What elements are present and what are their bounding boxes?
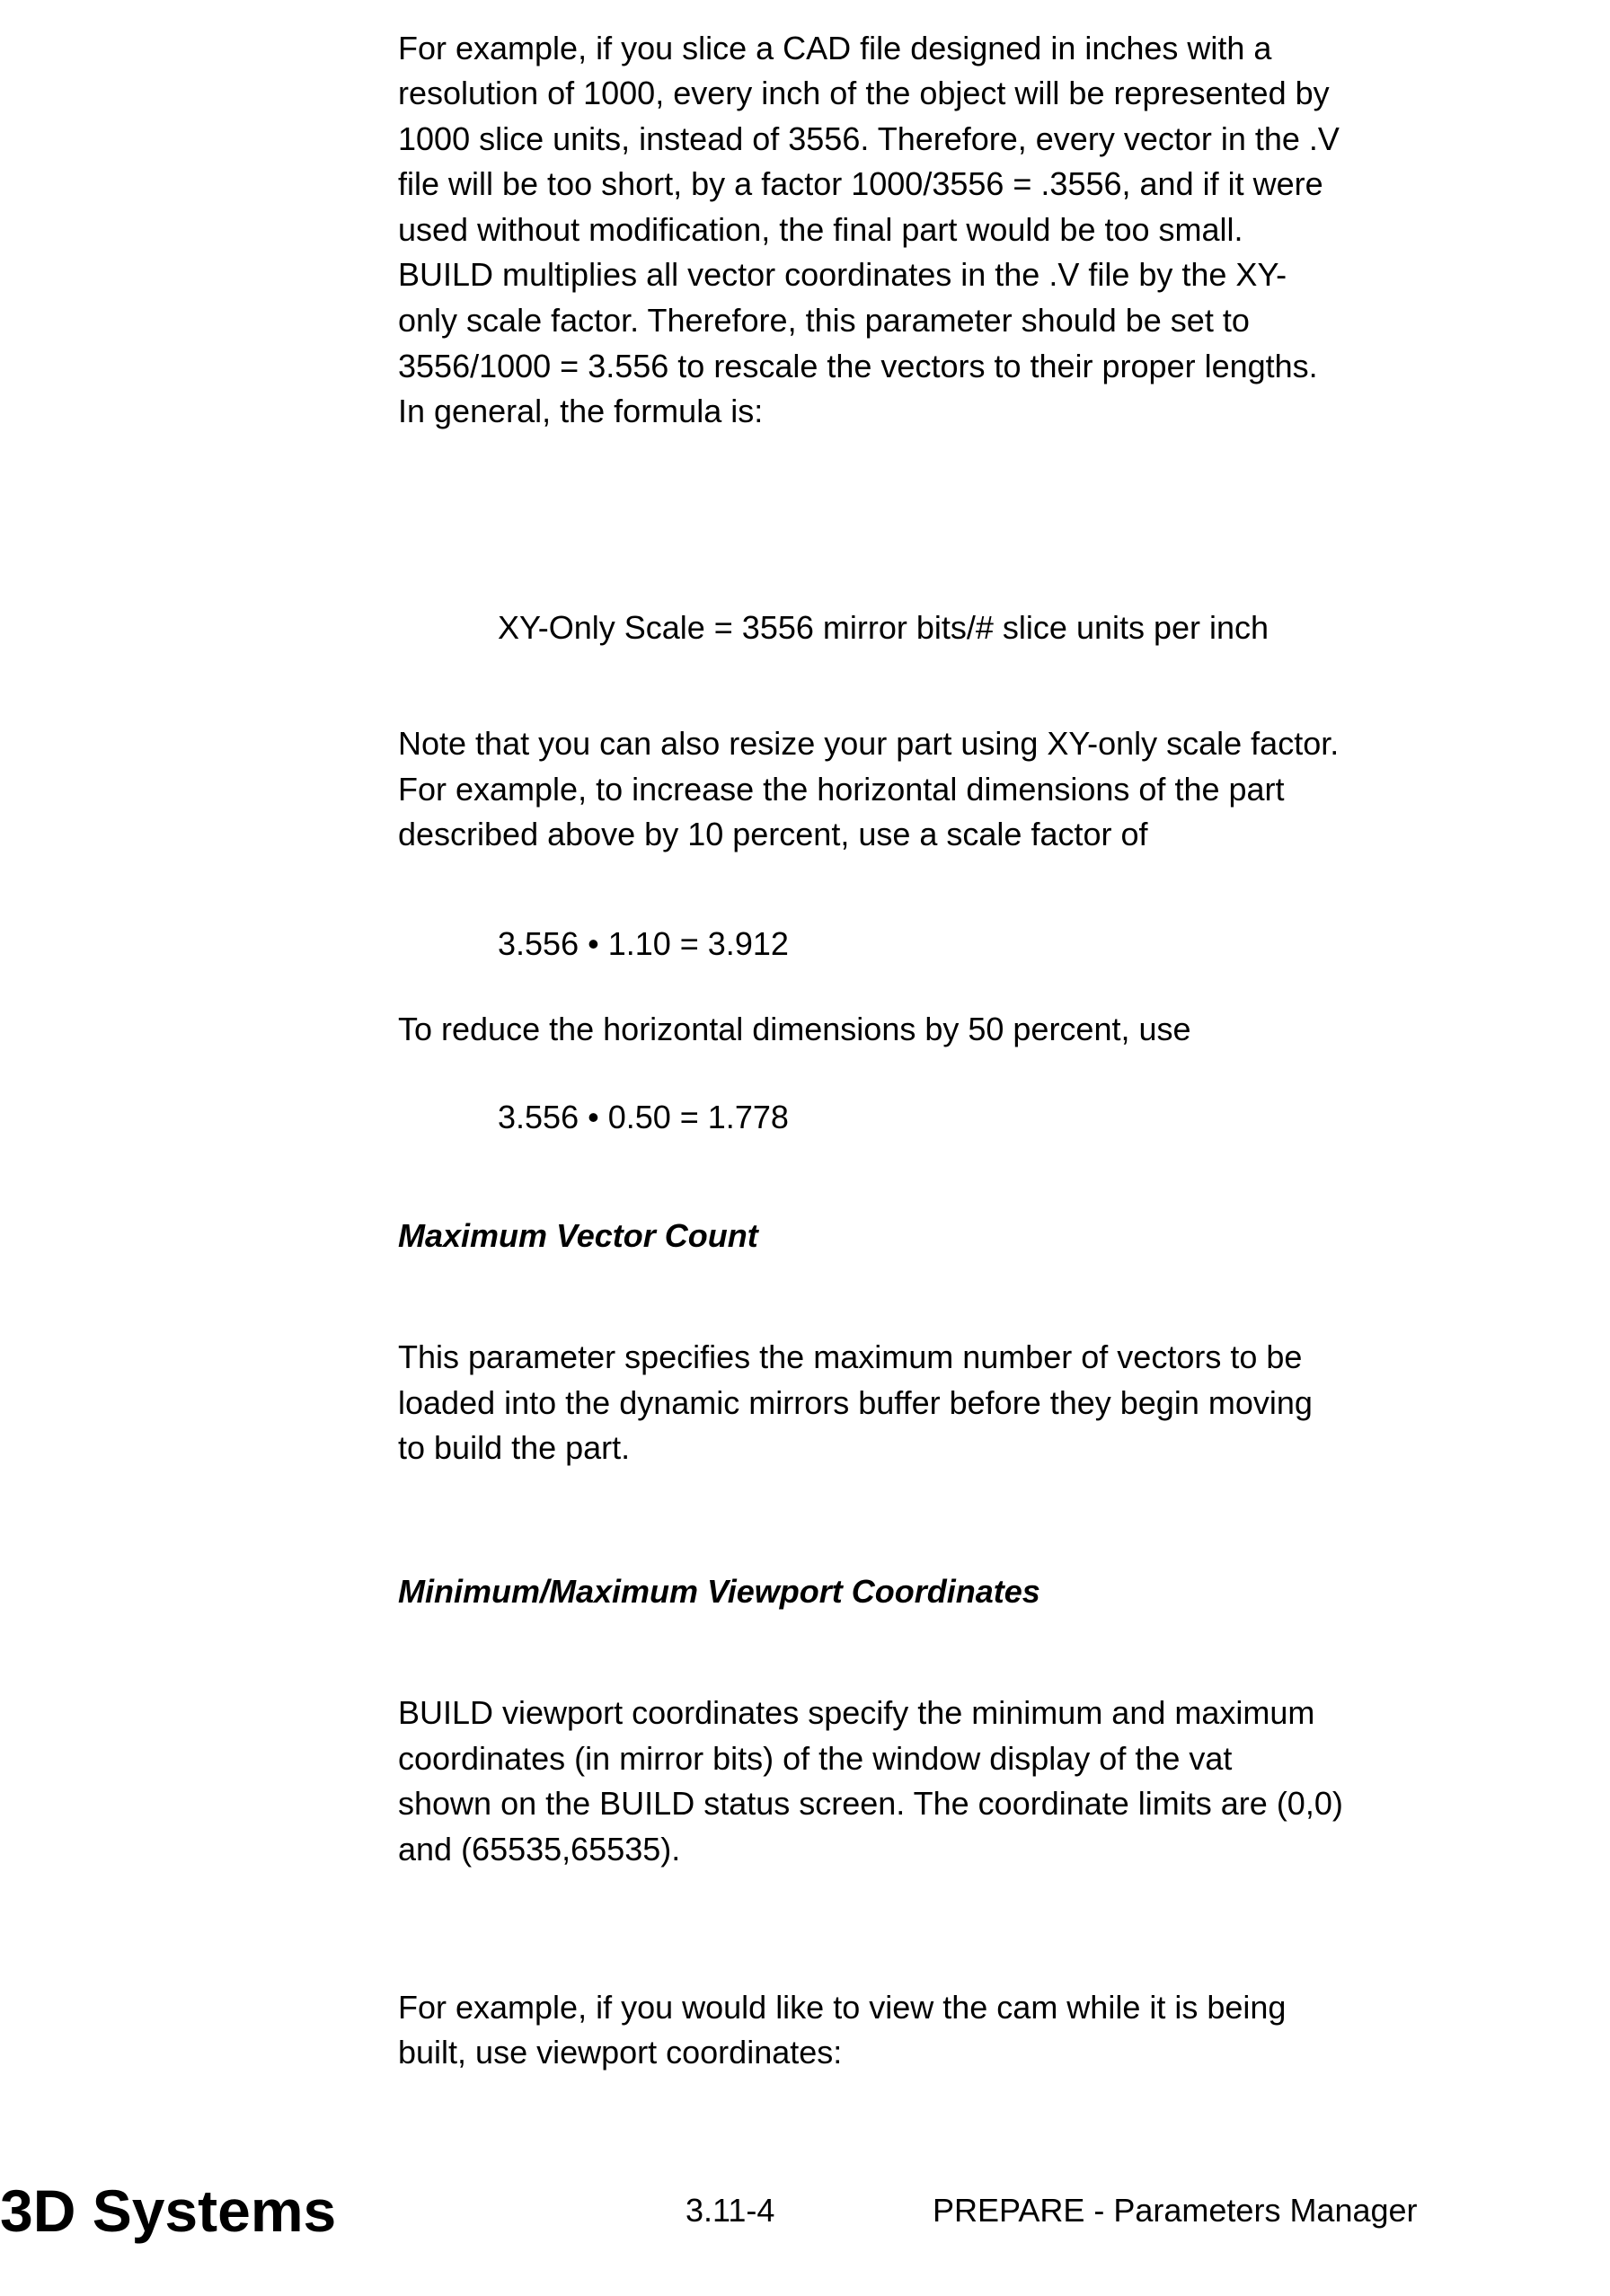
body-line: For example, if you would like to view the cam while it is being — [398, 1988, 1286, 2027]
body-line: and (65535,65535). — [398, 1830, 680, 1869]
body-line: 3556/1000 = 3.556 to rescale the vectors to their proper lengths. — [398, 347, 1318, 386]
body-line: loaded into the dynamic mirrors buffer before they begin moving — [398, 1383, 1313, 1423]
body-line: In general, the formula is: — [398, 392, 763, 431]
equation: 3.556 • 1.10 = 3.912 — [498, 924, 789, 964]
body-line: used without modification, the final part would be too small. — [398, 210, 1243, 250]
body-line: This parameter specifies the maximum number of vectors to be — [398, 1338, 1302, 1377]
body-line: Note that you can also resize your part using XY-only scale factor. — [398, 724, 1339, 764]
body-line: For example, if you slice a CAD file designed in inches with a — [398, 29, 1271, 68]
body-line: coordinates (in mirror bits) of the window display of the vat — [398, 1739, 1232, 1779]
footer-brand: 3D Systems — [0, 2177, 336, 2245]
footer-page-number: 3.11-4 — [686, 2192, 774, 2230]
body-line: resolution of 1000, every inch of the object will be represented by — [398, 74, 1330, 113]
body-line: BUILD viewport coordinates specify the minimum and maximum — [398, 1693, 1314, 1733]
body-line: only scale factor. Therefore, this parameter should be set to — [398, 301, 1250, 340]
body-line: BUILD multiplies all vector coordinates in the .V file by the XY- — [398, 255, 1287, 295]
formula: XY-Only Scale = 3556 mirror bits/# slice units per inch — [498, 608, 1269, 648]
body-line: shown on the BUILD status screen. The coordinate limits are (0,0) — [398, 1784, 1343, 1824]
section-heading: Minimum/Maximum Viewport Coordinates — [398, 1572, 1040, 1612]
body-line: 1000 slice units, instead of 3556. Therefore, every vector in the .V — [398, 119, 1340, 159]
body-line: described above by 10 percent, use a scale factor of — [398, 815, 1148, 854]
section-heading: Maximum Vector Count — [398, 1216, 758, 1256]
document-page — [0, 0, 1610, 2296]
equation: 3.556 • 0.50 = 1.778 — [498, 1098, 789, 1137]
footer-section-title: PREPARE - Parameters Manager — [933, 2192, 1418, 2230]
body-line: built, use viewport coordinates: — [398, 2033, 842, 2072]
body-line: file will be too short, by a factor 1000/3556 = .3556, and if it were — [398, 164, 1323, 204]
body-line: For example, to increase the horizontal dimensions of the part — [398, 770, 1285, 809]
body-line: to build the part. — [398, 1428, 630, 1468]
body-line: To reduce the horizontal dimensions by 50 percent, use — [398, 1010, 1191, 1049]
